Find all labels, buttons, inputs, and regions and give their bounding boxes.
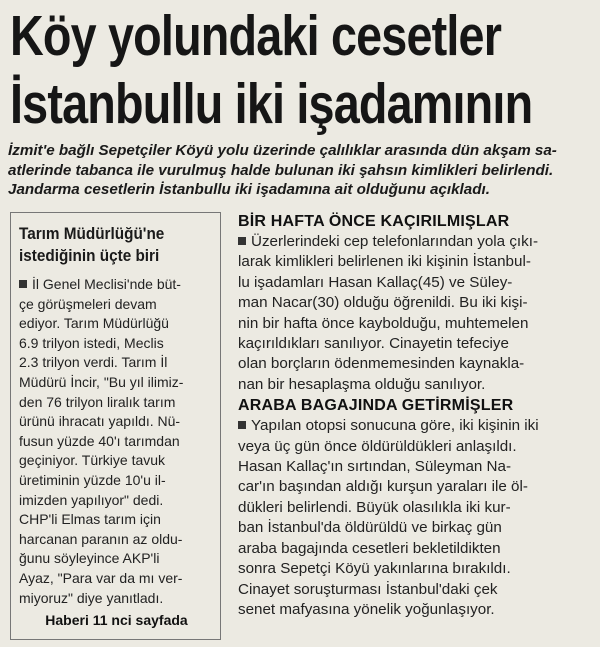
sidebar-line: 6.9 trilyon istedi, Meclis — [19, 334, 164, 351]
body-line: Üzerlerindeki cep telefonlarından yola çıkı- — [251, 233, 539, 250]
bullet-icon — [238, 237, 246, 245]
bullet-icon — [19, 280, 27, 288]
body-line: olan borçların ödenmemesinden kaynakla- — [238, 355, 525, 373]
sidebar-line: fusun yüzde 40'ı tarımdan — [19, 432, 180, 449]
sidebar-line: 2.3 trilyon verdi. Tarım İl — [19, 354, 168, 371]
body-line: kaçırıldıkları sanılıyor. Cinayetin tefeciye — [238, 335, 509, 353]
lead-line: İzmit'e bağlı Sepetçiler Köyü yolu üzerinde çalılıklar arasında dün akşam sa- — [8, 142, 557, 159]
headline — [10, 2, 533, 138]
body-line: Yapılan otopsi sonucuna göre, iki kişinin iki — [251, 417, 539, 435]
sidebar-line: İl Genel Meclisi'nde büt- — [32, 276, 181, 292]
sidebar-title-line: Tarım Müdürlüğü'ne — [19, 224, 165, 243]
sidebar-body — [19, 275, 214, 608]
sidebar-line: den 76 trilyon liralık tarım — [19, 393, 176, 410]
body-line: lu işadamları Hasan Kallaç(45) ve Süley- — [238, 273, 513, 291]
body-line: senet mafyasına yönelik yoğunlaşıyor. — [238, 600, 495, 618]
sidebar-line: ğunu söyleyince AKP'li — [19, 550, 160, 567]
sidebar-line: ürünü ihracatı yapıldı. Nü- — [19, 413, 181, 430]
sidebar-line: miyoruz" diye yanıtladı. — [19, 589, 164, 606]
body-line: larak kimlikleri belirlenen iki kişinin İstanbul- — [238, 253, 531, 271]
body-line: sonra Sepetçi Köyü yakınlarına bırakıldı. — [238, 560, 511, 578]
sidebar-line: harcanan paranın az oldu- — [19, 530, 183, 547]
main-article — [238, 212, 594, 620]
body-line: veya üç gün önce öldürüldükleri anlaşıldı. — [238, 437, 517, 455]
sidebar-line: ediyor. Tarım Müdürlüğü — [19, 315, 169, 332]
sidebar-line: CHP'li Elmas tarım için — [19, 511, 161, 528]
body-line: Cinayet soruşturması İstanbul'daki çek — [238, 580, 498, 598]
body-line: dükleri belirlendi. Büyük olasılıkla iki kur- — [238, 498, 511, 516]
sidebar-line: imizden yapılıyor" dedi. — [19, 491, 164, 508]
continued-on-page-note: Haberi 11 nci sayfada — [45, 612, 188, 629]
body-line: nan bir hesaplaşma olduğu sanılıyor. — [238, 375, 486, 393]
sidebar-title-line: istediğinin üçte biri — [19, 246, 160, 265]
body-line: ban İstanbul'da öldürüldü ve birkaç gün — [238, 519, 502, 537]
bullet-icon — [238, 421, 246, 429]
lead-line: atlerinde tabanca ile vurulmuş halde bulunan iki şahsın kimlikleri belirlendi. — [8, 161, 554, 179]
sidebar-line: Müdürü İncir, "Bu yıl ilimiz- — [19, 373, 184, 390]
section-body — [238, 232, 594, 395]
lead-paragraph — [8, 141, 594, 200]
sidebar-line: geçiniyor. Türkiye tavuk — [19, 452, 166, 469]
headline-line-2: İstanbullu iki işadamının — [10, 72, 533, 136]
body-line: nin bir hafta önce kaybolduğu, muhtemelen — [238, 314, 529, 332]
headline-line-1: Köy yolundaki cesetler — [10, 4, 502, 68]
body-line: man Nacar(30) olduğu öğrenildi. Bu iki kişi- — [238, 294, 528, 312]
sidebar-line: Ayaz, "Para var da mı ver- — [19, 569, 183, 586]
body-line: araba bagajında cesetleri bekletildikten — [238, 539, 501, 557]
lead-line: Jandarma cesetlerin İstanbullu iki işadamına ait olduğunu açıkladı. — [8, 181, 490, 198]
section-heading: BİR HAFTA ÖNCE KAÇIRILMIŞLAR — [238, 213, 510, 230]
body-line: Hasan Kallaç'ın sırtından, Süleyman Na- — [238, 458, 512, 476]
sidebar-title — [19, 223, 195, 267]
body-line: car'ın başından aldığı kurşun yaraları ile öl- — [238, 478, 528, 496]
section-heading: ARABA BAGAJINDA GETİRMİŞLER — [238, 397, 514, 415]
sidebar-box — [10, 212, 221, 640]
sidebar-line: üretiminin yüzde 10'u il- — [19, 471, 166, 488]
section-body — [238, 416, 594, 620]
sidebar-line: çe görüşmeleri devam — [19, 295, 157, 312]
